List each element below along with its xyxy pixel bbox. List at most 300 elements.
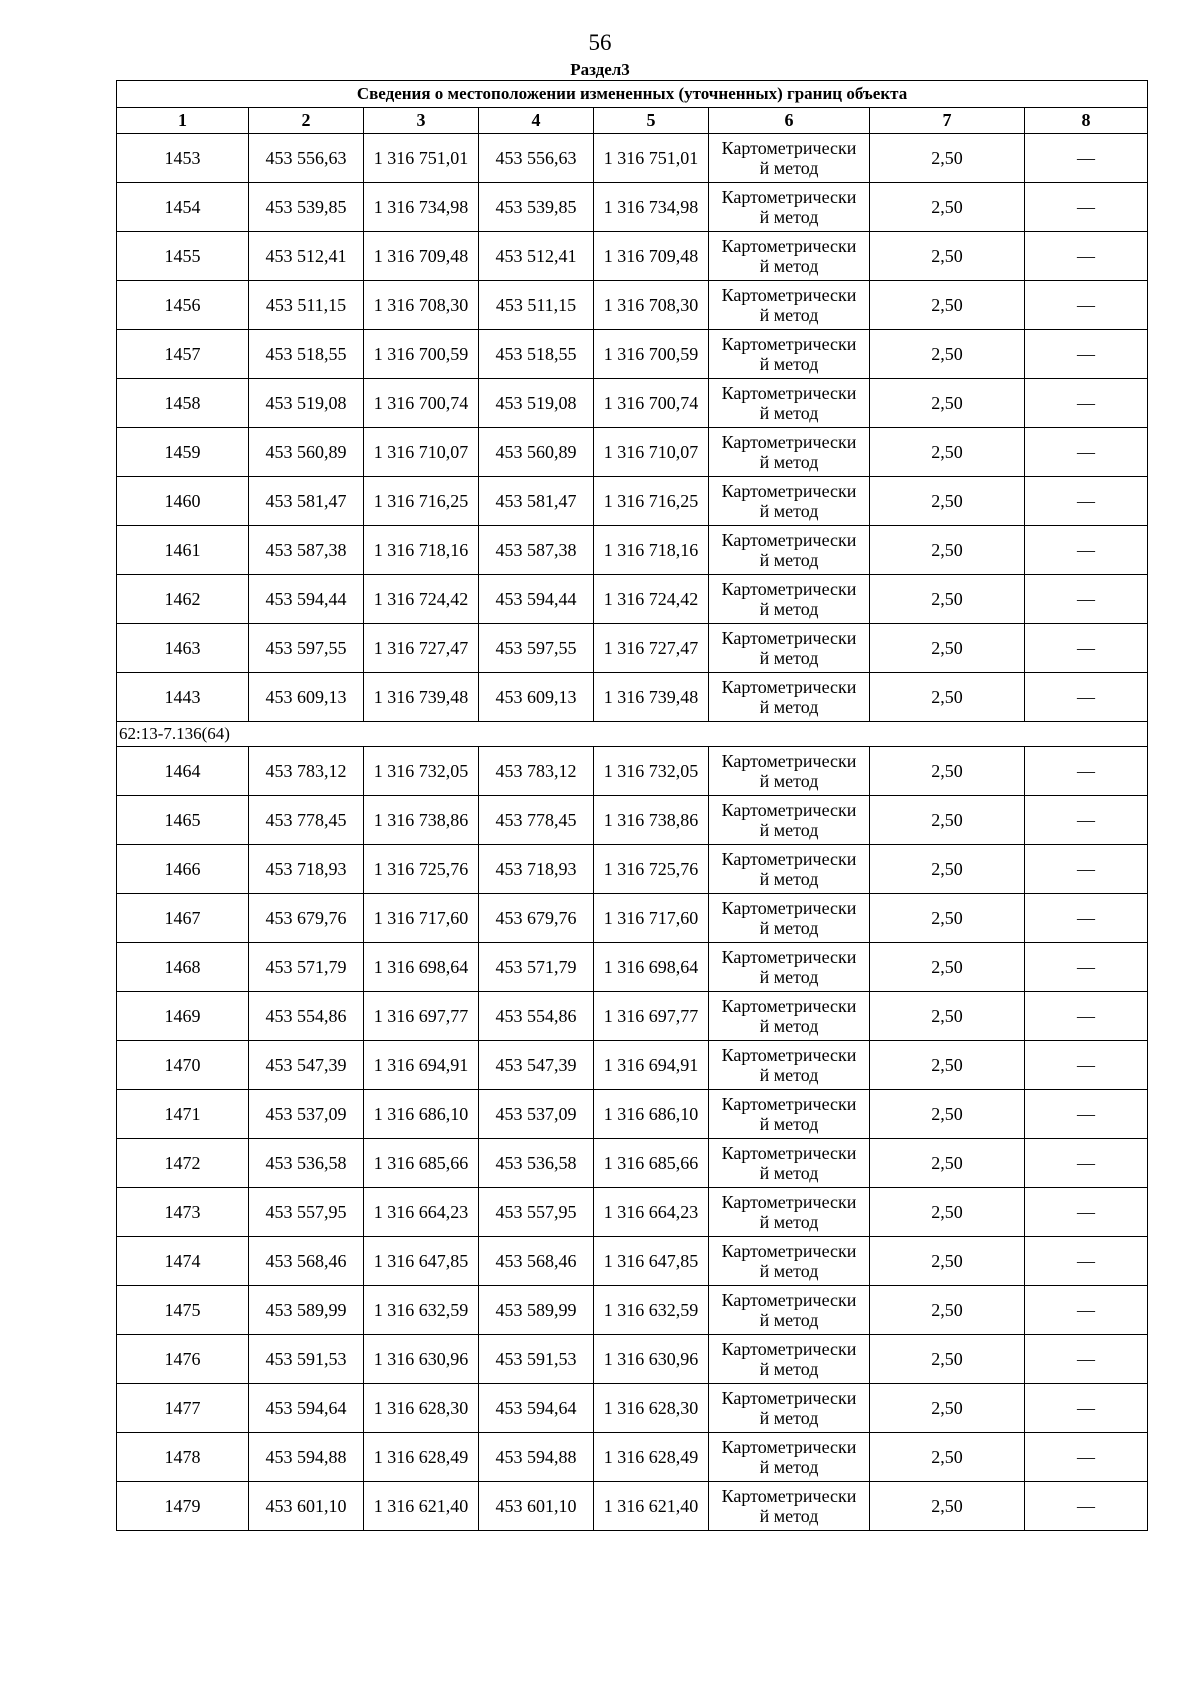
- method-cell: [709, 428, 870, 477]
- method-text-line: Картометрически: [721, 1241, 857, 1261]
- table-row: [117, 232, 1148, 281]
- y-coordinate-cell: 1 316 664,23: [364, 1188, 479, 1237]
- x-coordinate-cell: 453 591,53: [479, 1335, 594, 1384]
- y-coordinate-cell: 1 316 647,85: [594, 1237, 709, 1286]
- point-number-cell: 1473: [117, 1188, 249, 1237]
- method-cell: [709, 1090, 870, 1139]
- y-coordinate-cell: 1 316 700,74: [594, 379, 709, 428]
- accuracy-cell: 2,50: [870, 1482, 1025, 1531]
- x-coordinate-cell: 453 778,45: [479, 796, 594, 845]
- method-cell: [709, 796, 870, 845]
- column-number: 3: [364, 108, 479, 134]
- method-cell: [709, 183, 870, 232]
- method-text-line: Картометрически: [721, 383, 857, 403]
- method-text-line: Картометрически: [721, 1339, 857, 1359]
- accuracy-cell: 2,50: [870, 747, 1025, 796]
- method-text-line: й метод: [759, 501, 819, 521]
- point-number-cell: 1460: [117, 477, 249, 526]
- method-cell: [709, 1286, 870, 1335]
- x-coordinate-cell: 453 589,99: [249, 1286, 364, 1335]
- table-row: [117, 1482, 1148, 1531]
- y-coordinate-cell: 1 316 647,85: [364, 1237, 479, 1286]
- y-coordinate-cell: 1 316 734,98: [364, 183, 479, 232]
- method-cell: [709, 1335, 870, 1384]
- x-coordinate-cell: 453 587,38: [479, 526, 594, 575]
- point-number-cell: 1455: [117, 232, 249, 281]
- accuracy-cell: 2,50: [870, 379, 1025, 428]
- accuracy-cell: 2,50: [870, 1335, 1025, 1384]
- point-number-cell: 1479: [117, 1482, 249, 1531]
- point-number-cell: 1464: [117, 747, 249, 796]
- method-text-line: й метод: [759, 771, 819, 791]
- y-coordinate-cell: 1 316 710,07: [364, 428, 479, 477]
- y-coordinate-cell: 1 316 700,59: [594, 330, 709, 379]
- method-text-line: й метод: [759, 1457, 819, 1477]
- x-coordinate-cell: 453 556,63: [479, 134, 594, 183]
- y-coordinate-cell: 1 316 751,01: [594, 134, 709, 183]
- y-coordinate-cell: 1 316 700,59: [364, 330, 479, 379]
- method-cell: [709, 1433, 870, 1482]
- method-text-line: й метод: [759, 1016, 819, 1036]
- note-cell: —: [1025, 943, 1148, 992]
- y-coordinate-cell: 1 316 621,40: [594, 1482, 709, 1531]
- x-coordinate-cell: 453 554,86: [479, 992, 594, 1041]
- method-text-line: Картометрически: [721, 579, 857, 599]
- y-coordinate-cell: 1 316 685,66: [364, 1139, 479, 1188]
- y-coordinate-cell: 1 316 686,10: [594, 1090, 709, 1139]
- x-coordinate-cell: 453 539,85: [249, 183, 364, 232]
- method-cell: [709, 1237, 870, 1286]
- y-coordinate-cell: 1 316 628,30: [364, 1384, 479, 1433]
- y-coordinate-cell: 1 316 708,30: [594, 281, 709, 330]
- y-coordinate-cell: 1 316 716,25: [364, 477, 479, 526]
- x-coordinate-cell: 453 783,12: [479, 747, 594, 796]
- x-coordinate-cell: 453 537,09: [249, 1090, 364, 1139]
- table-row: [117, 1139, 1148, 1188]
- note-cell: —: [1025, 330, 1148, 379]
- table-row: [117, 477, 1148, 526]
- y-coordinate-cell: 1 316 628,49: [364, 1433, 479, 1482]
- method-text-line: й метод: [759, 1212, 819, 1232]
- method-cell: [709, 747, 870, 796]
- method-text-line: Картометрически: [721, 1094, 857, 1114]
- point-number-cell: 1457: [117, 330, 249, 379]
- method-cell: [709, 232, 870, 281]
- y-coordinate-cell: 1 316 725,76: [594, 845, 709, 894]
- x-coordinate-cell: 453 557,95: [479, 1188, 594, 1237]
- page-number: 56: [588, 30, 612, 55]
- note-cell: —: [1025, 526, 1148, 575]
- y-coordinate-cell: 1 316 732,05: [364, 747, 479, 796]
- table-row: [117, 1335, 1148, 1384]
- x-coordinate-cell: 453 601,10: [479, 1482, 594, 1531]
- table-row: [117, 575, 1148, 624]
- method-text-line: й метод: [759, 550, 819, 570]
- y-coordinate-cell: 1 316 630,96: [594, 1335, 709, 1384]
- x-coordinate-cell: 453 556,63: [249, 134, 364, 183]
- y-coordinate-cell: 1 316 664,23: [594, 1188, 709, 1237]
- method-text-line: Картометрически: [721, 1388, 857, 1408]
- y-coordinate-cell: 1 316 628,30: [594, 1384, 709, 1433]
- x-coordinate-cell: 453 594,88: [249, 1433, 364, 1482]
- accuracy-cell: 2,50: [870, 1041, 1025, 1090]
- method-text-line: й метод: [759, 648, 819, 668]
- x-coordinate-cell: 453 597,55: [479, 624, 594, 673]
- point-number-cell: 1465: [117, 796, 249, 845]
- table-row: [117, 281, 1148, 330]
- method-cell: [709, 134, 870, 183]
- accuracy-cell: 2,50: [870, 894, 1025, 943]
- method-text-line: Картометрически: [721, 236, 857, 256]
- x-coordinate-cell: 453 601,10: [249, 1482, 364, 1531]
- accuracy-cell: 2,50: [870, 428, 1025, 477]
- note-cell: —: [1025, 1482, 1148, 1531]
- method-cell: [709, 330, 870, 379]
- method-text-line: й метод: [759, 1163, 819, 1183]
- table-row: [117, 379, 1148, 428]
- table-row: [117, 1090, 1148, 1139]
- y-coordinate-cell: 1 316 727,47: [364, 624, 479, 673]
- accuracy-cell: 2,50: [870, 1139, 1025, 1188]
- accuracy-cell: 2,50: [870, 1433, 1025, 1482]
- y-coordinate-cell: 1 316 717,60: [594, 894, 709, 943]
- y-coordinate-cell: 1 316 698,64: [594, 943, 709, 992]
- method-text-line: Картометрически: [721, 530, 857, 550]
- point-number-cell: 1463: [117, 624, 249, 673]
- point-number-cell: 1472: [117, 1139, 249, 1188]
- method-cell: [709, 624, 870, 673]
- x-coordinate-cell: 453 581,47: [249, 477, 364, 526]
- x-coordinate-cell: 453 539,85: [479, 183, 594, 232]
- accuracy-cell: 2,50: [870, 1188, 1025, 1237]
- y-coordinate-cell: 1 316 738,86: [364, 796, 479, 845]
- y-coordinate-cell: 1 316 698,64: [364, 943, 479, 992]
- point-number-cell: 1474: [117, 1237, 249, 1286]
- method-cell: [709, 1041, 870, 1090]
- y-coordinate-cell: 1 316 718,16: [594, 526, 709, 575]
- column-number: 4: [479, 108, 594, 134]
- x-coordinate-cell: 453 679,76: [479, 894, 594, 943]
- point-number-cell: 1466: [117, 845, 249, 894]
- table-row: [117, 330, 1148, 379]
- method-text-line: Картометрически: [721, 996, 857, 1016]
- x-coordinate-cell: 453 519,08: [479, 379, 594, 428]
- accuracy-cell: 2,50: [870, 183, 1025, 232]
- x-coordinate-cell: 453 536,58: [249, 1139, 364, 1188]
- x-coordinate-cell: 453 587,38: [249, 526, 364, 575]
- table-row: [117, 1237, 1148, 1286]
- y-coordinate-cell: 1 316 716,25: [594, 477, 709, 526]
- method-text-line: Картометрически: [721, 898, 857, 918]
- method-cell: [709, 1384, 870, 1433]
- note-cell: —: [1025, 1433, 1148, 1482]
- accuracy-cell: 2,50: [870, 232, 1025, 281]
- table-row: [117, 134, 1148, 183]
- y-coordinate-cell: 1 316 694,91: [594, 1041, 709, 1090]
- y-coordinate-cell: 1 316 632,59: [364, 1286, 479, 1335]
- note-cell: —: [1025, 1041, 1148, 1090]
- x-coordinate-cell: 453 560,89: [479, 428, 594, 477]
- y-coordinate-cell: 1 316 632,59: [594, 1286, 709, 1335]
- column-number: 8: [1025, 108, 1148, 134]
- accuracy-cell: 2,50: [870, 943, 1025, 992]
- method-text-line: Картометрически: [721, 677, 857, 697]
- method-text-line: Картометрически: [721, 1486, 857, 1506]
- y-coordinate-cell: 1 316 708,30: [364, 281, 479, 330]
- accuracy-cell: 2,50: [870, 796, 1025, 845]
- note-cell: —: [1025, 1139, 1148, 1188]
- x-coordinate-cell: 453 778,45: [249, 796, 364, 845]
- point-number-cell: 1475: [117, 1286, 249, 1335]
- point-number-cell: 1468: [117, 943, 249, 992]
- note-cell: —: [1025, 796, 1148, 845]
- y-coordinate-cell: 1 316 751,01: [364, 134, 479, 183]
- method-text-line: й метод: [759, 207, 819, 227]
- x-coordinate-cell: 453 594,64: [479, 1384, 594, 1433]
- note-cell: —: [1025, 1188, 1148, 1237]
- point-number-cell: 1476: [117, 1335, 249, 1384]
- section-title: Раздел3: [570, 60, 630, 79]
- accuracy-cell: 2,50: [870, 1090, 1025, 1139]
- method-text-line: й метод: [759, 1114, 819, 1134]
- method-cell: [709, 1139, 870, 1188]
- point-number-cell: 1477: [117, 1384, 249, 1433]
- method-cell: [709, 943, 870, 992]
- method-text-line: Картометрически: [721, 1290, 857, 1310]
- column-number-row: [117, 108, 1148, 134]
- x-coordinate-cell: 453 718,93: [249, 845, 364, 894]
- table-caption: Сведения о местоположении измененных (уточненных) границ объекта: [117, 81, 1148, 108]
- accuracy-cell: 2,50: [870, 673, 1025, 722]
- method-cell: [709, 281, 870, 330]
- method-cell: [709, 575, 870, 624]
- y-coordinate-cell: 1 316 732,05: [594, 747, 709, 796]
- table-row: [117, 1188, 1148, 1237]
- y-coordinate-cell: 1 316 686,10: [364, 1090, 479, 1139]
- x-coordinate-cell: 453 589,99: [479, 1286, 594, 1335]
- note-cell: —: [1025, 1237, 1148, 1286]
- column-number: 7: [870, 108, 1025, 134]
- y-coordinate-cell: 1 316 717,60: [364, 894, 479, 943]
- note-cell: —: [1025, 232, 1148, 281]
- method-text-line: й метод: [759, 256, 819, 276]
- y-coordinate-cell: 1 316 718,16: [364, 526, 479, 575]
- note-cell: —: [1025, 183, 1148, 232]
- point-number-cell: 1443: [117, 673, 249, 722]
- method-text-line: Картометрически: [721, 800, 857, 820]
- note-cell: —: [1025, 1335, 1148, 1384]
- note-cell: —: [1025, 845, 1148, 894]
- method-cell: [709, 379, 870, 428]
- method-cell: [709, 845, 870, 894]
- point-number-cell: 1461: [117, 526, 249, 575]
- table-row: [117, 943, 1148, 992]
- accuracy-cell: 2,50: [870, 575, 1025, 624]
- y-coordinate-cell: 1 316 725,76: [364, 845, 479, 894]
- table-row: [117, 845, 1148, 894]
- method-text-line: й метод: [759, 697, 819, 717]
- x-coordinate-cell: 453 547,39: [479, 1041, 594, 1090]
- y-coordinate-cell: 1 316 697,77: [364, 992, 479, 1041]
- point-number-cell: 1456: [117, 281, 249, 330]
- note-cell: —: [1025, 747, 1148, 796]
- group-label-row: [117, 722, 1148, 747]
- point-number-cell: 1462: [117, 575, 249, 624]
- method-text-line: й метод: [759, 403, 819, 423]
- method-text-line: Картометрически: [721, 751, 857, 771]
- x-coordinate-cell: 453 568,46: [479, 1237, 594, 1286]
- x-coordinate-cell: 453 519,08: [249, 379, 364, 428]
- table-row: [117, 183, 1148, 232]
- point-number-cell: 1453: [117, 134, 249, 183]
- y-coordinate-cell: 1 316 738,86: [594, 796, 709, 845]
- y-coordinate-cell: 1 316 739,48: [594, 673, 709, 722]
- point-number-cell: 1469: [117, 992, 249, 1041]
- accuracy-cell: 2,50: [870, 1384, 1025, 1433]
- note-cell: —: [1025, 992, 1148, 1041]
- accuracy-cell: 2,50: [870, 526, 1025, 575]
- method-text-line: Картометрически: [721, 1045, 857, 1065]
- y-coordinate-cell: 1 316 697,77: [594, 992, 709, 1041]
- x-coordinate-cell: 453 536,58: [479, 1139, 594, 1188]
- x-coordinate-cell: 453 512,41: [479, 232, 594, 281]
- y-coordinate-cell: 1 316 739,48: [364, 673, 479, 722]
- method-text-line: й метод: [759, 158, 819, 178]
- point-number-cell: 1458: [117, 379, 249, 428]
- x-coordinate-cell: 453 679,76: [249, 894, 364, 943]
- x-coordinate-cell: 453 518,55: [479, 330, 594, 379]
- note-cell: —: [1025, 1090, 1148, 1139]
- method-text-line: Картометрически: [721, 187, 857, 207]
- method-text-line: й метод: [759, 1065, 819, 1085]
- table-row: [117, 1041, 1148, 1090]
- table-row: [117, 1433, 1148, 1482]
- method-text-line: Картометрически: [721, 1143, 857, 1163]
- note-cell: —: [1025, 281, 1148, 330]
- method-cell: [709, 673, 870, 722]
- x-coordinate-cell: 453 581,47: [479, 477, 594, 526]
- x-coordinate-cell: 453 591,53: [249, 1335, 364, 1384]
- x-coordinate-cell: 453 568,46: [249, 1237, 364, 1286]
- x-coordinate-cell: 453 609,13: [479, 673, 594, 722]
- y-coordinate-cell: 1 316 709,48: [364, 232, 479, 281]
- x-coordinate-cell: 453 518,55: [249, 330, 364, 379]
- x-coordinate-cell: 453 594,64: [249, 1384, 364, 1433]
- y-coordinate-cell: 1 316 628,49: [594, 1433, 709, 1482]
- point-number-cell: 1459: [117, 428, 249, 477]
- y-coordinate-cell: 1 316 630,96: [364, 1335, 479, 1384]
- point-number-cell: 1454: [117, 183, 249, 232]
- method-text-line: й метод: [759, 918, 819, 938]
- x-coordinate-cell: 453 537,09: [479, 1090, 594, 1139]
- method-cell: [709, 1188, 870, 1237]
- point-number-cell: 1470: [117, 1041, 249, 1090]
- accuracy-cell: 2,50: [870, 1237, 1025, 1286]
- note-cell: —: [1025, 428, 1148, 477]
- x-coordinate-cell: 453 609,13: [249, 673, 364, 722]
- method-text-line: Картометрически: [721, 628, 857, 648]
- table-row: [117, 894, 1148, 943]
- method-text-line: й метод: [759, 305, 819, 325]
- method-text-line: Картометрически: [721, 481, 857, 501]
- accuracy-cell: 2,50: [870, 134, 1025, 183]
- y-coordinate-cell: 1 316 700,74: [364, 379, 479, 428]
- point-number-cell: 1467: [117, 894, 249, 943]
- method-text-line: й метод: [759, 599, 819, 619]
- method-text-line: й метод: [759, 820, 819, 840]
- table-row: [117, 428, 1148, 477]
- note-cell: —: [1025, 1286, 1148, 1335]
- x-coordinate-cell: 453 783,12: [249, 747, 364, 796]
- note-cell: —: [1025, 673, 1148, 722]
- y-coordinate-cell: 1 316 724,42: [594, 575, 709, 624]
- y-coordinate-cell: 1 316 710,07: [594, 428, 709, 477]
- table-row: [117, 526, 1148, 575]
- method-text-line: й метод: [759, 1359, 819, 1379]
- x-coordinate-cell: 453 512,41: [249, 232, 364, 281]
- method-text-line: й метод: [759, 869, 819, 889]
- accuracy-cell: 2,50: [870, 624, 1025, 673]
- y-coordinate-cell: 1 316 724,42: [364, 575, 479, 624]
- column-number: 2: [249, 108, 364, 134]
- accuracy-cell: 2,50: [870, 845, 1025, 894]
- x-coordinate-cell: 453 597,55: [249, 624, 364, 673]
- x-coordinate-cell: 453 594,88: [479, 1433, 594, 1482]
- x-coordinate-cell: 453 554,86: [249, 992, 364, 1041]
- method-text-line: й метод: [759, 967, 819, 987]
- column-number: 1: [117, 108, 249, 134]
- y-coordinate-cell: 1 316 734,98: [594, 183, 709, 232]
- method-text-line: й метод: [759, 1506, 819, 1526]
- note-cell: —: [1025, 575, 1148, 624]
- method-text-line: й метод: [759, 1310, 819, 1330]
- method-text-line: й метод: [759, 1261, 819, 1281]
- method-cell: [709, 477, 870, 526]
- note-cell: —: [1025, 624, 1148, 673]
- y-coordinate-cell: 1 316 621,40: [364, 1482, 479, 1531]
- note-cell: —: [1025, 1384, 1148, 1433]
- table-row: [117, 673, 1148, 722]
- x-coordinate-cell: 453 594,44: [249, 575, 364, 624]
- method-cell: [709, 526, 870, 575]
- group-label: 62:13-7.136(64): [117, 722, 1148, 747]
- table-row: [117, 1384, 1148, 1433]
- y-coordinate-cell: 1 316 694,91: [364, 1041, 479, 1090]
- point-number-cell: 1478: [117, 1433, 249, 1482]
- method-text-line: й метод: [759, 1408, 819, 1428]
- accuracy-cell: 2,50: [870, 1286, 1025, 1335]
- coordinates-table: [116, 80, 1148, 1531]
- x-coordinate-cell: 453 557,95: [249, 1188, 364, 1237]
- table-row: [117, 1286, 1148, 1335]
- note-cell: —: [1025, 894, 1148, 943]
- table-row: [117, 992, 1148, 1041]
- method-text-line: Картометрически: [721, 849, 857, 869]
- method-cell: [709, 1482, 870, 1531]
- y-coordinate-cell: 1 316 685,66: [594, 1139, 709, 1188]
- note-cell: —: [1025, 477, 1148, 526]
- accuracy-cell: 2,50: [870, 992, 1025, 1041]
- table-row: [117, 796, 1148, 845]
- method-text-line: й метод: [759, 452, 819, 472]
- point-number-cell: 1471: [117, 1090, 249, 1139]
- x-coordinate-cell: 453 594,44: [479, 575, 594, 624]
- column-number: 6: [709, 108, 870, 134]
- method-text-line: й метод: [759, 354, 819, 374]
- x-coordinate-cell: 453 511,15: [249, 281, 364, 330]
- method-text-line: Картометрически: [721, 138, 857, 158]
- y-coordinate-cell: 1 316 709,48: [594, 232, 709, 281]
